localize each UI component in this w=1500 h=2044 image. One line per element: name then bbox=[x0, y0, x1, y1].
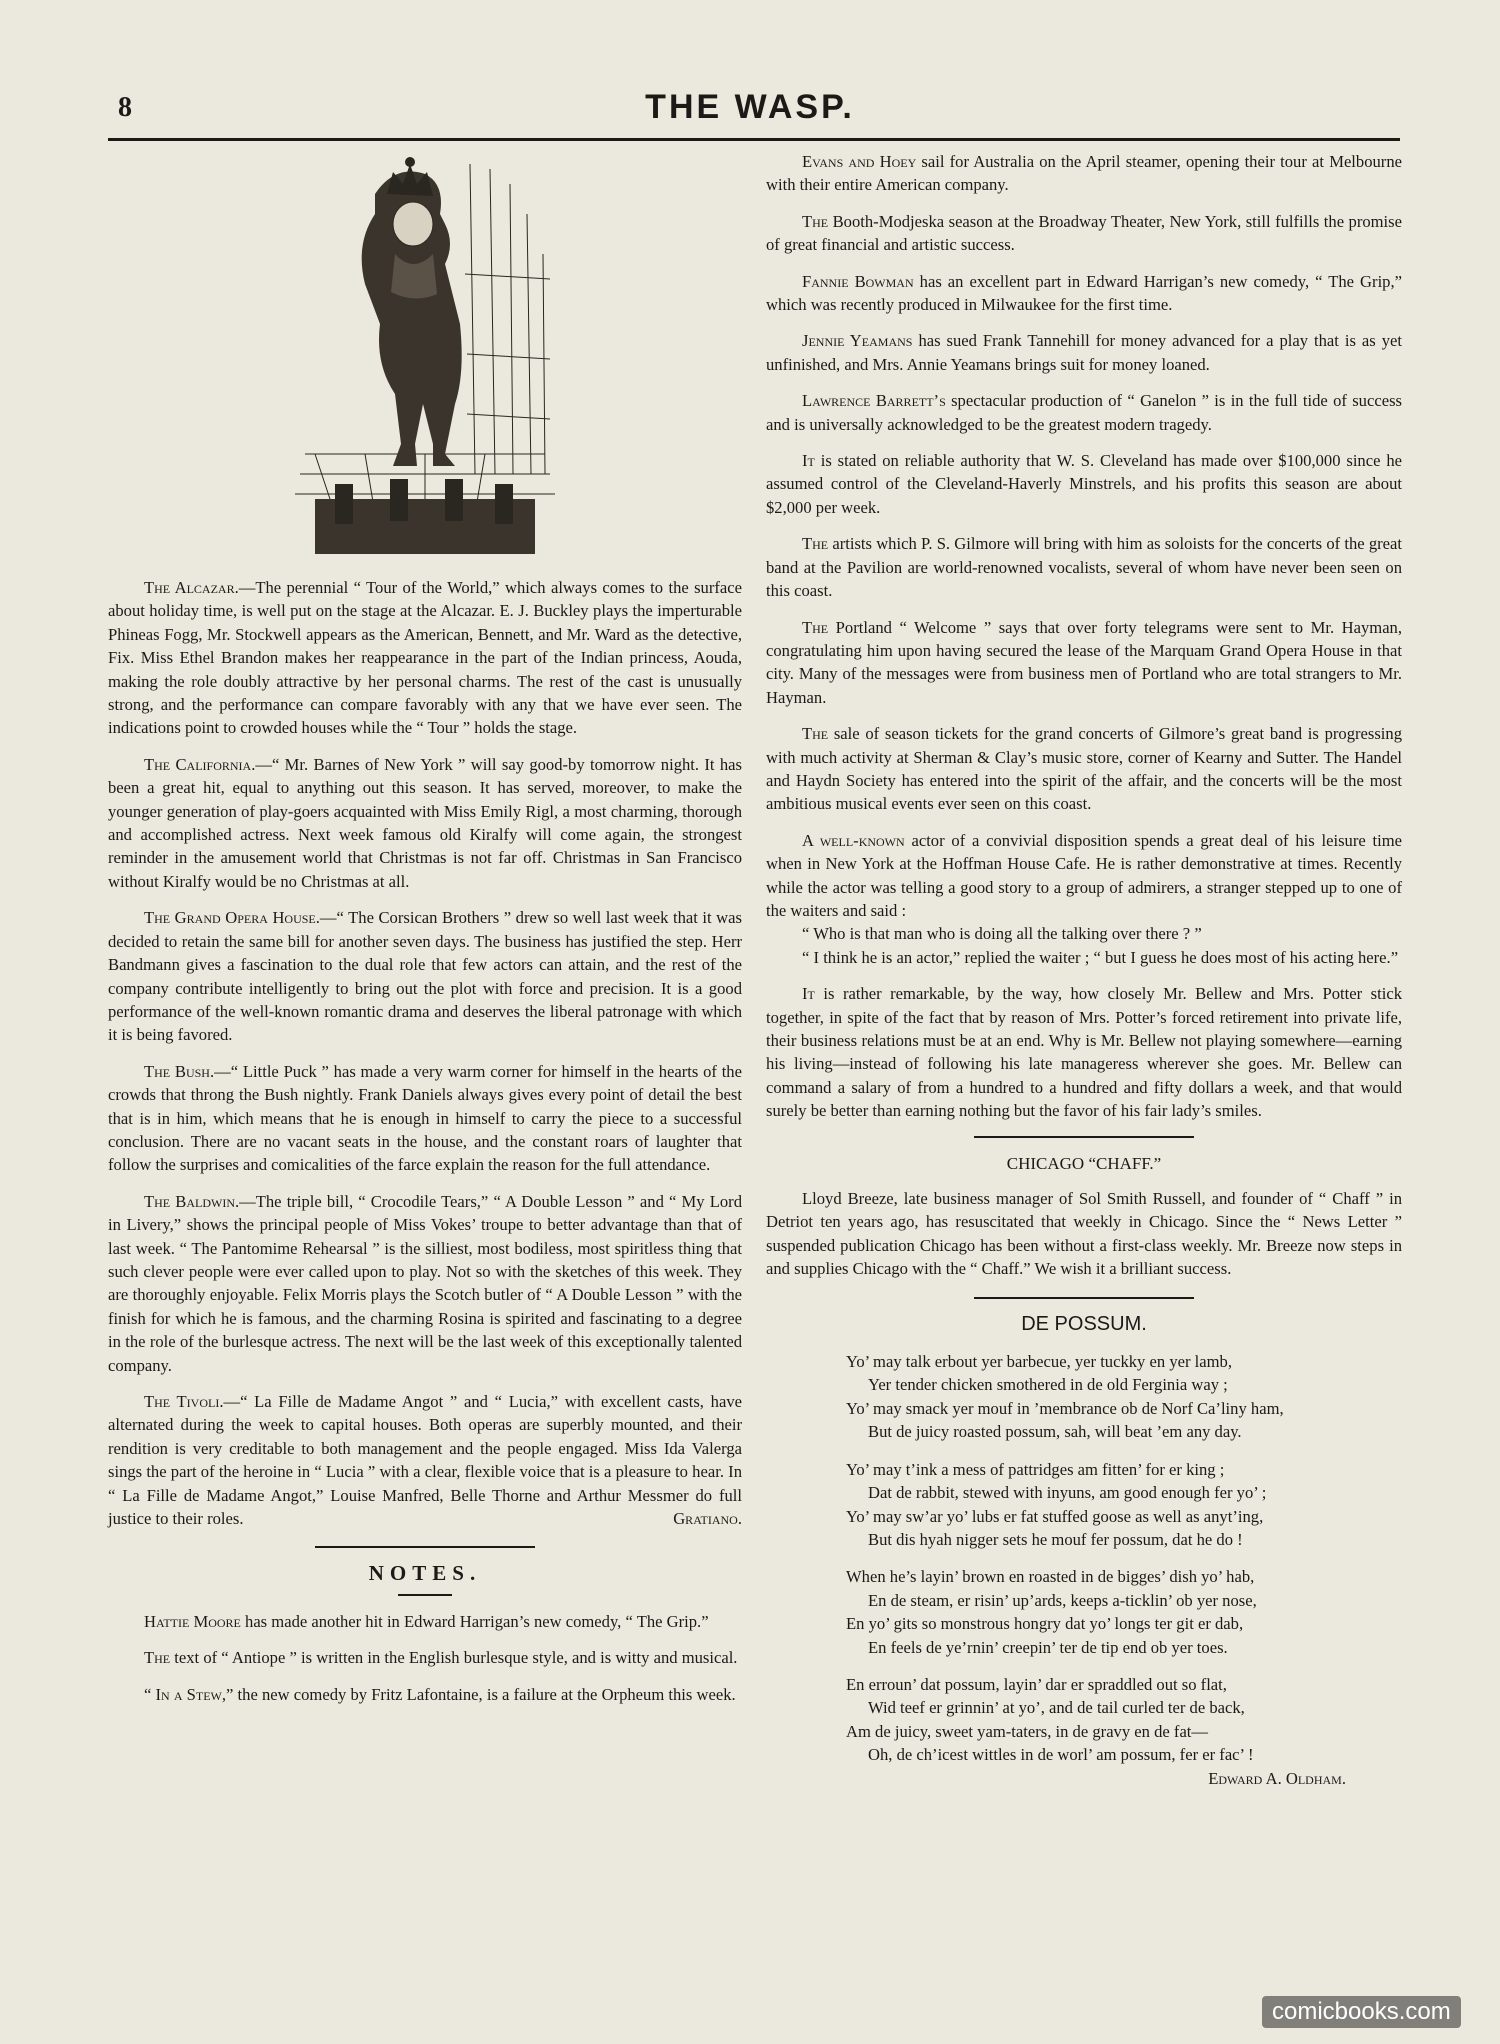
poem-line: But dis hyah nigger sets he mouf fer possum, dat he do ! bbox=[868, 1529, 1243, 1549]
review-baldwin: The Baldwin.—The triple bill, “ Crocodile Tears,” “ A Double Lesson ” and “ My Lord in Livery,” shows the principal people of Miss Vokes’ troupe to better advantage than that of last week. “ The Pantomime Rehearsal ” is the silliest, most bodiless, most spiritless thing that such clever people were ever called upon to play. Not so with the sketches of this week. They are thoroughly enjoyable. Felix Morris plays the Scotch butler of “ A Double Lesson ” with the finish for which he is famous, and the charming Rosina is spirited and fascinating to a degree in the role of the burlesque actress. The next will be the last week of this exceptionally talented company. bbox=[108, 1191, 742, 1375]
review-tivoli: The Tivoli.—“ La Fille de Madame Angot ” and “ Lucia,” with excellent casts, have alternated during the week to capital houses. Both operas are superbly mounted, and their rendition is very creditable to both management and the people engaged. Miss Ida Valerga sings the part of the heroine in “ Lucia ” with a clear, flexible voice that is a pleasure to hear. In “ La Fille de Madame Angot,” Louise Manfred, Belle Thorne and Arthur Messmer do full justice to their roles. Gratiano. bbox=[108, 1390, 742, 1530]
note-well-known-actor: A well-known actor of a convivial disposition spends a great deal of his leisure time when in New York at the Hoffman House Cafe. He is rather demonstrative at times. Recently while the actor was telling a good story to a group of admirers, a stranger stepped up to one of the waiters and said : bbox=[766, 830, 1402, 920]
poem-line: Yo’ may talk erbout yer barbecue, yer tuckky en yer lamb, bbox=[846, 1352, 1232, 1372]
poem-line: En erroun’ dat possum, layin’ dar er spraddled out so flat, bbox=[846, 1674, 1227, 1694]
page-number: 8 bbox=[118, 92, 132, 123]
poem-line: When he’s layin’ brown en roasted in de bigges’ dish yo’ hab, bbox=[846, 1567, 1255, 1587]
poem-line: En yo’ gits so monstrous hongry dat yo’ longs ter git er dab, bbox=[846, 1614, 1244, 1634]
review-bush: The Bush.—“ Little Puck ” has made a very warm corner for himself in the hearts of the crowds that throng the Bush nightly. Frank Daniels always gives every point of detail the best that is in him, which means that he is enough in himself to carry the piece to a successful conclusion. There are no vacant seats in the house, and the constant roars of laughter that follow the surprises and comicalities of the farce explain the reason for the full attendance. bbox=[108, 1061, 742, 1175]
note-bellew: It is rather remarkable, by the way, how closely Mr. Bellew and Mrs. Potter stick together, in spite of the fact that by reason of Mrs. Potter’s forced retirement into private life, their business relations must be at an end. Why is Mr. Bellew not playing somewhere—earning his living—instead of following his late manageress wherever she goes. Mr. Bellew can command a salary of from a hundred to a hundred and fifty dollars a week, and that would surely be better than earning nothing but the favor of his fair lady’s smiles. bbox=[766, 984, 1402, 1121]
possum-rule bbox=[974, 1297, 1194, 1299]
masthead-title: THE WASP. bbox=[645, 88, 855, 126]
poem-line: En de steam, er risin’ up’ards, keeps a-ticklin’ ob yer nose, bbox=[868, 1590, 1257, 1610]
note-cleveland: It is stated on reliable authority that W. S. Cleveland has made over $100,000 since he assumed control of the Cleveland-Haverly Minstrels, and his profits this season are about $2,000 per week. bbox=[766, 451, 1402, 517]
signature-gratiano: Gratiano. bbox=[673, 1509, 742, 1529]
masthead-rule bbox=[108, 138, 1400, 141]
poem-line: Yo’ may smack yer mouf in ’membrance ob de Norf Ca’liny ham, bbox=[846, 1398, 1284, 1418]
right-column bbox=[766, 150, 1402, 1790]
note-jennie-yeamans: Jennie Yeamans has sued Frank Tannehill for money advanced for a play that is as yet unfinished, and Mrs. Annie Yeamans brings suit for money loaned. bbox=[766, 331, 1402, 374]
actor-quote-2: “ I think he is an actor,” replied the waiter ; “ but I guess he does most of his acting here.” bbox=[802, 947, 1399, 967]
note-in-a-stew: “ In a Stew,” the new comedy by Fritz Lafontaine, is a failure at the Orpheum this week. bbox=[144, 1684, 736, 1704]
poem-line: Wid teef er grinnin’ at yo’, and de tail curled ter de back, bbox=[868, 1698, 1245, 1718]
poem-line: Oh, de ch’icest wittles in de worl’ am possum, fer er fac’ ! bbox=[868, 1745, 1254, 1765]
possum-poem bbox=[846, 1350, 1402, 1767]
poem-line: Am de juicy, sweet yam-taters, in de gravy en de fat— bbox=[846, 1721, 1209, 1741]
note-antiope: The text of “ Antiope ” is written in the English burlesque style, and is witty and musical. bbox=[144, 1648, 738, 1668]
review-grand-opera: The Grand Opera House.—“ The Corsican Brothers ” drew so well last week that it was decided to retain the same bill for another seven days. The business has justified the step. Herr Bandmann gives a fascination to the dual role that few actors can attain, and the rest of the company contribute intelligently to bring out the plot with force and precision. It is a good performance of the well-known romantic drama and deserves the liberal patronage with which it is being favored. bbox=[108, 908, 742, 1045]
possum-heading: DE POSSUM. bbox=[1021, 1312, 1147, 1335]
note-hattie-moore: Hattie Moore has made another hit in Edward Harrigan’s new comedy, “ The Grip.” bbox=[144, 1611, 709, 1631]
poem-stanza bbox=[846, 1565, 1402, 1659]
poem-stanza bbox=[846, 1673, 1402, 1767]
section-rule bbox=[315, 1546, 535, 1548]
poem-line: Dat de rabbit, stewed with inyuns, am good enough fer yo’ ; bbox=[868, 1483, 1267, 1503]
note-gilmore-artists: The artists which P. S. Gilmore will bring with him as soloists for the concerts of the great band at the Pavilion are world-renowned vocalists, several of whom have never been seen on this coast. bbox=[766, 534, 1402, 601]
chaff-heading: CHICAGO “CHAFF.” bbox=[1006, 1153, 1162, 1173]
poem-signature: Edward A. Oldham. bbox=[1208, 1768, 1346, 1788]
watermark: comicbooks.com bbox=[1262, 1996, 1461, 2028]
poem-line: En feels de ye’rnin’ creepin’ ter de tip end ob yer toes. bbox=[868, 1637, 1228, 1657]
poem-line: Yo’ may sw’ar yo’ lubs er fat stuffed goose as well as anyt’ing, bbox=[846, 1506, 1264, 1526]
left-column bbox=[108, 150, 742, 1719]
note-booth-modjeska: The Booth-Modjeska season at the Broadway Theater, New York, still fulfills the promise of great financial and artistic success. bbox=[766, 211, 1402, 255]
note-evans-hoey: Evans and Hoey sail for Australia on the April steamer, opening their tour at Melbourne with their entire American company. bbox=[766, 152, 1402, 195]
note-portland-welcome: The Portland “ Welcome ” says that over forty telegrams were sent to Mr. Hayman, congratulating him upon having secured the lease of the Marquam Grand Opera House in that city. Many of the messages were from business men of Portland who are total strangers to Mr. Hayman. bbox=[766, 617, 1402, 707]
notes-heading: NOTES. bbox=[368, 1561, 482, 1586]
note-lawrence-barrett: Lawrence Barrett’s spectacular production of “ Ganelon ” is in the full tide of success and is universally acknowledged to be the greatest modern tragedy. bbox=[766, 391, 1402, 434]
poem-line: Yer tender chicken smothered in de old Ferginia way ; bbox=[868, 1375, 1228, 1395]
king-illustration bbox=[295, 154, 555, 564]
review-california: The California.—“ Mr. Barnes of New York ” will say good-by tomorrow night. It has been a great hit, equal to anything out this season. It has served, moreover, to make the younger generation of play-goers acquainted with Miss Emily Rigl, a most charming, thorough and accomplished actress. Next week famous old Kiralfy will come again, the strongest reminder in the amusement world that Christmas is not far off. Christmas in San Francisco without Kiralfy would be no Christmas at all. bbox=[108, 754, 742, 891]
poem-stanza bbox=[846, 1458, 1402, 1552]
notes-rule bbox=[398, 1594, 452, 1596]
note-fannie-bowman: Fannie Bowman has an excellent part in Edward Harrigan’s new comedy, “ The Grip,” which was recently produced in Milwaukee for the first time. bbox=[766, 271, 1402, 315]
chaff-rule bbox=[974, 1136, 1194, 1138]
note-season-tickets: The sale of season tickets for the grand concerts of Gilmore’s great band is progressing with much activity at Sherman & Clay’s music store, corner of Kearny and Sutter. The Handel and Haydn Society has entered into the spirit of the affair, and the concerts will be the most ambitious musical events ever seen on this coast. bbox=[766, 724, 1402, 814]
poem-stanza bbox=[846, 1350, 1402, 1444]
poem-line: But de juicy roasted possum, sah, will beat ’em any day. bbox=[868, 1422, 1242, 1442]
review-alcazar: The Alcazar.—The perennial “ Tour of the World,” which always comes to the surface about holiday time, is well put on the stage at the Alcazar. E. J. Buckley plays the imperturable Phineas Fogg, Mr. Stockwell appears as the American, Bennett, and Mr. Ward as the detective, Fix. Miss Ethel Brandon makes her reappearance in the part of the Indian princess, Aouda, making the role doubly attractive by her personal charms. The rest of the cast is unusually strong, and the performance can compare favorably with any that we have ever seen. The indications point to crowded houses while the “ Tour ” holds the stage. bbox=[108, 578, 743, 738]
actor-quote-1: “ Who is that man who is doing all the talking over there ? ” bbox=[802, 924, 1202, 944]
chaff-article: Lloyd Breeze, late business manager of Sol Smith Russell, and founder of “ Chaff ” in Detriot ten years ago, has resuscitated that weekly in Chicago. Since the “ News Letter ” suspended publication Chicago has been without a first-class weekly. Mr. Breeze now steps in and supplies Chicago with the “ Chaff.” We wish it a brilliant success. bbox=[766, 1189, 1402, 1279]
poem-line: Yo’ may t’ink a mess of pattridges am fitten’ for er king ; bbox=[846, 1459, 1225, 1479]
